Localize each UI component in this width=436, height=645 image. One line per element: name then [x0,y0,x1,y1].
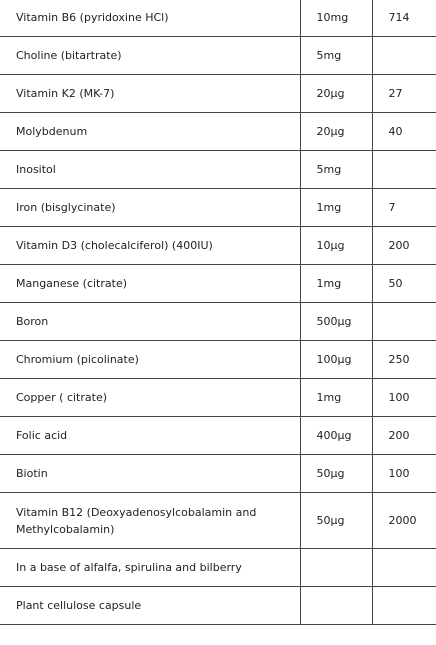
ingredient-name: Inositol [0,151,300,189]
ingredient-name: Copper ( citrate) [0,379,300,417]
table-row [0,75,436,113]
ingredient-percent [372,587,436,625]
ingredient-name: Molybdenum [0,113,300,151]
ingredient-name: Biotin [0,455,300,493]
ingredient-amount: 400µg [300,417,372,455]
ingredient-name: Folic acid [0,417,300,455]
ingredient-amount: 10mg [300,0,372,37]
table-row [0,113,436,151]
ingredient-percent: 200 [372,227,436,265]
table-row [0,227,436,265]
ingredient-amount: 1mg [300,379,372,417]
ingredient-amount: 50µg [300,493,372,549]
table-row [0,379,436,417]
ingredient-name: Iron (bisglycinate) [0,189,300,227]
ingredient-amount: 5mg [300,37,372,75]
ingredient-amount: 5mg [300,151,372,189]
ingredient-name: Vitamin B12 (Deoxyadenosylcobalamin and Methylcobalamin) [0,493,300,549]
table-row [0,303,436,341]
ingredient-name: Vitamin K2 (MK-7) [0,75,300,113]
ingredient-amount: 500µg [300,303,372,341]
ingredient-amount [300,587,372,625]
ingredient-percent: 250 [372,341,436,379]
ingredient-name: Vitamin B6 (pyridoxine HCl) [0,0,300,37]
ingredient-percent: 7 [372,189,436,227]
table-row [0,417,436,455]
table-row [0,587,436,625]
ingredient-amount: 100µg [300,341,372,379]
ingredient-percent: 50 [372,265,436,303]
table-row [0,549,436,587]
ingredient-amount: 1mg [300,189,372,227]
table-row [0,341,436,379]
ingredient-percent [372,303,436,341]
ingredient-name: Choline (bitartrate) [0,37,300,75]
ingredient-name: In a base of alfalfa, spirulina and bilberry [0,549,300,587]
ingredient-percent [372,37,436,75]
ingredient-amount: 10µg [300,227,372,265]
ingredient-amount: 20µg [300,113,372,151]
table-row [0,0,436,37]
table-row [0,455,436,493]
ingredient-amount: 1mg [300,265,372,303]
ingredient-amount: 20µg [300,75,372,113]
ingredient-amount: 50µg [300,455,372,493]
ingredient-percent [372,549,436,587]
ingredient-name: Plant cellulose capsule [0,587,300,625]
ingredient-name: Chromium (picolinate) [0,341,300,379]
ingredient-percent: 200 [372,417,436,455]
table-row [0,151,436,189]
table-row [0,189,436,227]
ingredient-amount [300,549,372,587]
table-row [0,265,436,303]
ingredient-percent: 100 [372,455,436,493]
ingredient-name: Vitamin D3 (cholecalciferol) (400IU) [0,227,300,265]
ingredient-percent: 40 [372,113,436,151]
table-row [0,37,436,75]
ingredient-percent: 27 [372,75,436,113]
ingredient-name: Manganese (citrate) [0,265,300,303]
ingredient-percent: 2000 [372,493,436,549]
ingredient-name: Boron [0,303,300,341]
ingredient-percent: 100 [372,379,436,417]
ingredient-percent: 714 [372,0,436,37]
table-row [0,493,436,549]
ingredient-percent [372,151,436,189]
